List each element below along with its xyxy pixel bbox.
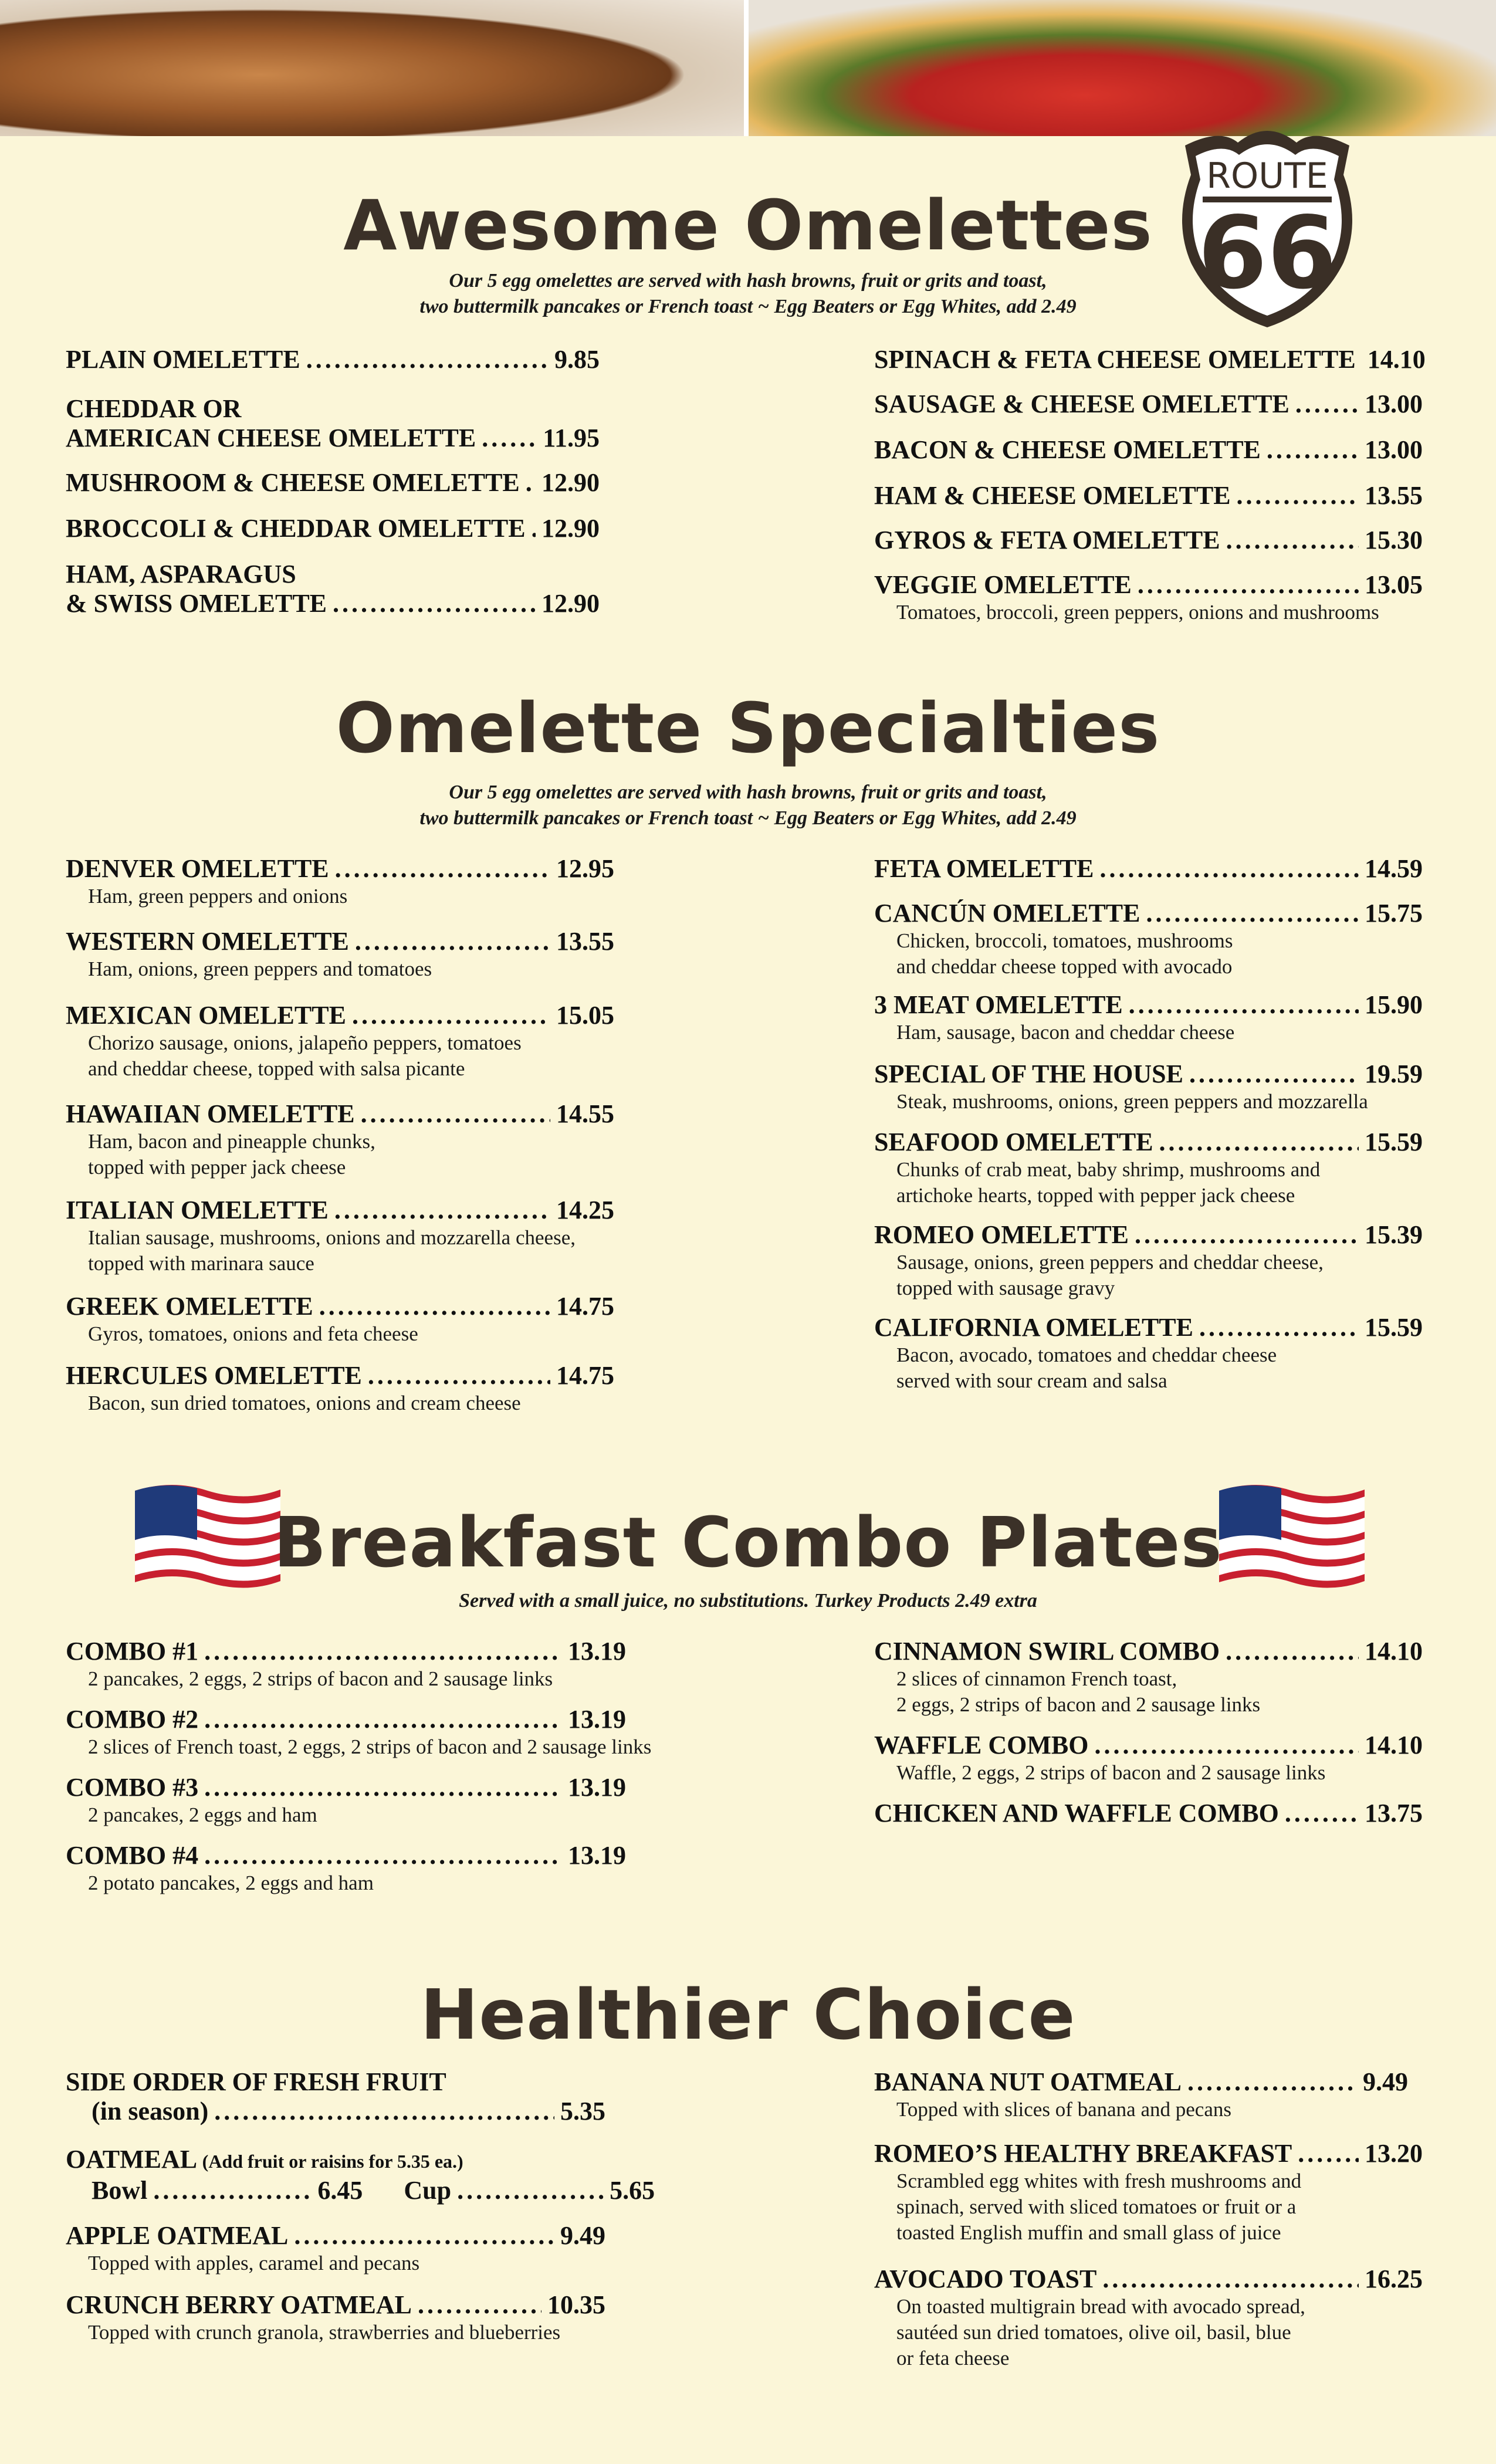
menu-item: CRUNCH BERRY OATMEAL . . . 10.35 Topped with crunch granola, strawberries and blueberries	[66, 2290, 711, 2345]
menu-item: DENVER OMELETTE . . . 12.95 Ham, green peppers and onions	[66, 854, 614, 909]
menu-item: BACON & CHEESE OMELETTE . . . 13.00	[874, 435, 1423, 465]
menu-item: ROMEO’S HEALTHY BREAKFAST . . . 13.20 Scrambled egg whites with fresh mushrooms and spinach, served with sliced tomatoes or fruit or a toasted English muffin and small glass of juice	[874, 2139, 1423, 2246]
menu-item: CHEDDAR OR AMERICAN CHEESE OMELETTE . . . 11.95	[66, 394, 600, 453]
menu-item: CANCÚN OMELETTE . . . 15.75 Chicken, broccoli, tomatoes, mushrooms and cheddar cheese topped with avocado	[874, 899, 1423, 980]
menu-item: BANANA NUT OATMEAL . . . 9.49 Topped with slices of banana and pecans	[874, 2067, 1423, 2123]
menu-item: CALIFORNIA OMELETTE . . . 15.59 Bacon, avocado, tomatoes and cheddar cheese served with sour cream and salsa	[874, 1313, 1423, 1394]
menu-item: HAM & CHEESE OMELETTE . . . 13.55	[874, 481, 1423, 510]
menu-item: MEXICAN OMELETTE . . . 15.05 Chorizo sausage, onions, jalapeño peppers, tomatoes and cheddar cheese, topped with salsa picante	[66, 1001, 652, 1082]
svg-text:66: 66	[1197, 195, 1337, 312]
menu-item: WESTERN OMELETTE . . . 13.55 Ham, onions, green peppers and tomatoes	[66, 927, 614, 982]
menu-item: GREEK OMELETTE . . . 14.75 Gyros, tomatoes, onions and feta cheese	[66, 1292, 614, 1347]
menu-item: HERCULES OMELETTE . . . 14.75 Bacon, sun dried tomatoes, onions and cream cheese	[66, 1361, 652, 1416]
combos-title: Breakfast Combo Plates	[273, 1502, 1223, 1583]
menu-item: ROMEO OMELETTE . . . 15.39 Sausage, onions, green peppers and cheddar cheese, topped with sausage gravy	[874, 1220, 1423, 1301]
menu-item: GYROS & FETA OMELETTE . . . 15.30	[874, 526, 1423, 555]
menu-item: SPINACH & FETA CHEESE OMELETTE 14.10	[874, 345, 1426, 374]
bacon-waffle-photo	[0, 0, 744, 136]
menu-item: FETA OMELETTE . . . 14.59	[874, 854, 1423, 884]
healthier-title: Healthier Choice	[420, 1974, 1076, 2055]
menu-item: CHICKEN AND WAFFLE COMBO . . . 13.75	[874, 1799, 1423, 1828]
menu-item: MUSHROOM & CHEESE OMELETTE . . . 12.90	[66, 468, 600, 497]
specialties-subtitle-2: two buttermilk pancakes or French toast ~ Egg Beaters or Egg Whites, add 2.49	[419, 807, 1077, 829]
menu-item: COMBO #1 . . . 13.19 2 pancakes, 2 eggs, 2 strips of bacon and 2 sausage links	[66, 1637, 770, 1692]
omelettes-subtitle-1: Our 5 egg omelettes are served with hash browns, fruit or grits and toast,	[449, 270, 1047, 292]
menu-item: VEGGIE OMELETTE . . . 13.05 Tomatoes, broccoli, green peppers, onions and mushrooms	[874, 570, 1467, 625]
omelettes-title: Awesome Omelettes	[343, 185, 1153, 266]
menu-item: ITALIAN OMELETTE . . . 14.25 Italian sausage, mushrooms, onions and mozzarella cheese, topped with marinara sauce	[66, 1196, 711, 1277]
menu-item: SIDE ORDER OF FRESH FRUIT (in season) . . . 5.35	[66, 2067, 605, 2126]
menu-item: OATMEAL (Add fruit or raisins for 5.35 ea.) Bowl . . . 6.45 Cup . . . 5.65	[66, 2145, 664, 2205]
menu-item: SAUSAGE & CHEESE OMELETTE . . . 13.00	[874, 390, 1423, 419]
menu-item: AVOCADO TOAST . . . 16.25 On toasted multigrain bread with avocado spread, sautéed sun dried tomatoes, olive oil, basil, blue or feta cheese	[874, 2265, 1423, 2371]
menu-item: HAWAIIAN OMELETTE . . . 14.55 Ham, bacon and pineapple chunks, topped with pepper jack cheese	[66, 1099, 614, 1180]
photo-divider	[744, 0, 749, 136]
specialties-subtitle-1: Our 5 egg omelettes are served with hash browns, fruit or grits and toast,	[449, 781, 1047, 803]
menu-item: WAFFLE COMBO . . . 14.10 Waffle, 2 eggs, 2 strips of bacon and 2 sausage links	[874, 1731, 1423, 1786]
menu-item: PLAIN OMELETTE . . . 9.85	[66, 345, 600, 374]
combos-subtitle: Served with a small juice, no substitutions. Turkey Products 2.49 extra	[459, 1590, 1037, 1612]
omelettes-subtitle-2: two buttermilk pancakes or French toast ~ Egg Beaters or Egg Whites, add 2.49	[419, 296, 1077, 317]
menu-item: SEAFOOD OMELETTE . . . 15.59 Chunks of crab meat, baby shrimp, mushrooms and artichoke hearts, topped with pepper jack cheese	[874, 1128, 1423, 1209]
omelette-photo	[749, 0, 1496, 136]
menu-item: COMBO #3 . . . 13.19 2 pancakes, 2 eggs and ham	[66, 1773, 626, 1828]
menu-item: 3 MEAT OMELETTE . . . 15.90 Ham, sausage, bacon and cheddar cheese	[874, 990, 1423, 1045]
menu-item: COMBO #4 . . . 13.19 2 potato pancakes, 2 eggs and ham	[66, 1841, 626, 1896]
svg-text:ROUTE: ROUTE	[1206, 155, 1328, 197]
menu-item: APPLE OATMEAL . . . 9.49 Topped with apples, caramel and pecans	[66, 2221, 664, 2276]
menu-item: COMBO #2 . . . 13.19 2 slices of French toast, 2 eggs, 2 strips of bacon and 2 sausage links	[66, 1705, 828, 1760]
menu-item: CINNAMON SWIRL COMBO . . . 14.10 2 slices of cinnamon French toast, 2 eggs, 2 strips of bacon and 2 sausage links	[874, 1637, 1423, 1718]
menu-item: SPECIAL OF THE HOUSE . . . 19.59 Steak, mushrooms, onions, green peppers and mozzarella	[874, 1060, 1467, 1115]
menu-item: BROCCOLI & CHEDDAR OMELETTE . . . 12.90	[66, 514, 600, 543]
specialties-title: Omelette Specialties	[336, 688, 1160, 769]
menu-item: HAM, ASPARAGUS & SWISS OMELETTE . . . 12.90	[66, 560, 600, 618]
